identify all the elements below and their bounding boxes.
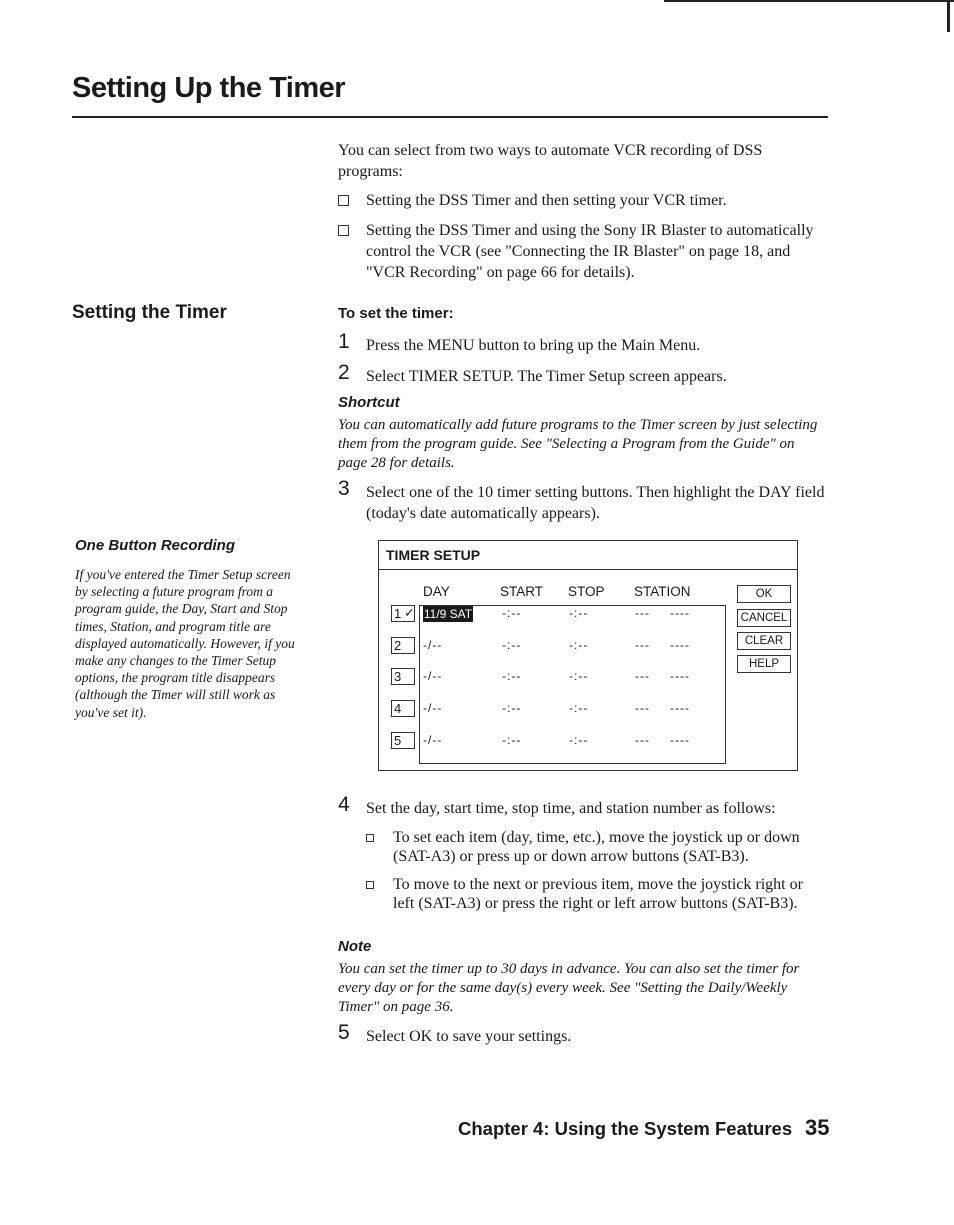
clear-button[interactable]: CLEAR <box>737 632 791 650</box>
option-text: Setting the DSS Timer and then setting your VCR timer. <box>366 192 727 209</box>
step4-item-text: To set each item (day, time, etc.), move the joystick up or down (SAT-A3) or press up or down arrow buttons (SAT-B3). <box>393 829 800 865</box>
checkbox-bullet-icon <box>338 225 349 236</box>
step-text: Select TIMER SETUP. The Timer Setup screen appears. <box>366 368 727 385</box>
timer-left-border <box>378 569 379 771</box>
day-field[interactable]: -/-- <box>423 638 443 652</box>
start-field[interactable]: -:-- <box>502 733 522 747</box>
timer-setup-title: TIMER SETUP <box>386 547 481 563</box>
column-header-station: STATION <box>634 584 691 599</box>
station-field[interactable]: --- <box>635 606 650 620</box>
option-text: Setting the DSS Timer and using the Sony IR Blaster to automatically control the VCR (see "Connecting the IR Blaster" on page 18, and "VCR Recording" on page 66 for details). <box>366 222 814 281</box>
step4-item <box>366 828 826 866</box>
step-2 <box>338 361 828 387</box>
sidebar-text: If you've entered the Timer Setup screen by selecting a future program from a program guide, the Day, Start and Stop times, Station, and program title are displayed automatically. However, if you make any changes to the Timer Setup options, the program title disappears (although the Timer will still work as you've set it). <box>75 567 295 720</box>
timer-slot-3-button[interactable]: 3 <box>391 668 415 685</box>
step-number: 3 <box>338 477 350 500</box>
station-field[interactable]: ---- <box>670 733 690 747</box>
corner-rule <box>664 0 954 2</box>
step4-item-text: To move to the next or previous item, move the joystick right or left (SAT-A3) or press the right or left arrow buttons (SAT-B3). <box>393 876 803 912</box>
step-text: Set the day, start time, stop time, and station number as follows: <box>366 800 776 817</box>
timer-slot-2-button[interactable]: 2 <box>391 637 415 654</box>
section-heading: Setting the Timer <box>72 302 227 323</box>
day-field[interactable]: -/-- <box>423 669 443 683</box>
ok-button[interactable]: OK <box>737 585 791 603</box>
day-field-selected[interactable]: 11/9 SAT <box>423 607 473 621</box>
help-button[interactable]: HELP <box>737 655 791 673</box>
square-bullet-icon <box>366 834 374 842</box>
stop-field[interactable]: -:-- <box>569 669 589 683</box>
step-number: 4 <box>338 793 350 816</box>
sidebar-heading: One Button Recording <box>75 537 235 554</box>
start-field[interactable]: -:-- <box>502 606 522 620</box>
timer-slot-4-button[interactable]: 4 <box>391 700 415 717</box>
check-icon: ✓ <box>404 605 415 620</box>
intro-paragraph: You can select from two ways to automate VCR recording of DSS programs: <box>338 142 763 180</box>
page-title: Setting Up the Timer <box>72 72 346 104</box>
page-number: 35 <box>805 1115 830 1140</box>
corner-tick <box>947 0 950 32</box>
station-field[interactable]: ---- <box>670 606 690 620</box>
shortcut-label: Shortcut <box>338 394 400 411</box>
column-header-day: DAY <box>423 584 450 599</box>
day-field[interactable]: -/-- <box>423 701 443 715</box>
stop-field[interactable]: -:-- <box>569 733 589 747</box>
step-text: Select one of the 10 timer setting buttons. Then highlight the DAY field (today's date automatically appears). <box>366 484 825 522</box>
stop-field[interactable]: -:-- <box>569 701 589 715</box>
footer-chapter-title: Chapter 4: Using the System Features <box>458 1118 793 1139</box>
note-text: You can set the timer up to 30 days in advance. You can also set the timer for every day or for the same day(s) every week. See "Setting the Daily/Weekly Timer" on page 36. <box>338 961 800 1015</box>
cancel-button[interactable]: CANCEL <box>737 609 791 627</box>
column-header-stop: STOP <box>568 584 605 599</box>
step-text: Press the MENU button to bring up the Main Menu. <box>366 337 701 354</box>
timer-slot-5-button[interactable]: 5 <box>391 732 415 749</box>
step-text: Select OK to save your settings. <box>366 1028 572 1045</box>
step-number: 2 <box>338 361 350 384</box>
station-field[interactable]: ---- <box>670 701 690 715</box>
station-field[interactable]: --- <box>635 733 650 747</box>
note-label: Note <box>338 938 372 955</box>
day-field[interactable]: -/-- <box>423 733 443 747</box>
station-field[interactable]: --- <box>635 701 650 715</box>
start-field[interactable]: -:-- <box>502 638 522 652</box>
station-field[interactable]: --- <box>635 669 650 683</box>
step-number: 1 <box>338 330 350 353</box>
shortcut-text: You can automatically add future programs to the Timer screen by just selecting them from the program guide. See "Selecting a Program from the Guide" on page 28 for details. <box>338 417 818 471</box>
start-field[interactable]: -:-- <box>502 669 522 683</box>
step-number: 5 <box>338 1021 350 1044</box>
station-field[interactable]: --- <box>635 638 650 652</box>
title-rule <box>72 116 828 118</box>
station-field[interactable]: ---- <box>670 669 690 683</box>
stop-field[interactable]: -:-- <box>569 638 589 652</box>
step-3 <box>338 477 828 524</box>
procedure-heading: To set the timer: <box>338 305 454 322</box>
column-header-start: START <box>500 584 544 599</box>
timer-slot-1-button[interactable]: 1 <box>391 605 415 622</box>
step4-item <box>366 875 826 913</box>
stop-field[interactable]: -:-- <box>569 606 589 620</box>
checkbox-bullet-icon <box>338 195 349 206</box>
step-5 <box>338 1021 828 1047</box>
start-field[interactable]: -:-- <box>502 701 522 715</box>
option-item <box>338 190 828 211</box>
timer-title-divider <box>378 569 798 570</box>
station-field[interactable]: ---- <box>670 638 690 652</box>
square-bullet-icon <box>366 881 374 889</box>
step-4 <box>338 793 828 819</box>
option-item <box>338 220 828 283</box>
step-1 <box>338 330 828 356</box>
